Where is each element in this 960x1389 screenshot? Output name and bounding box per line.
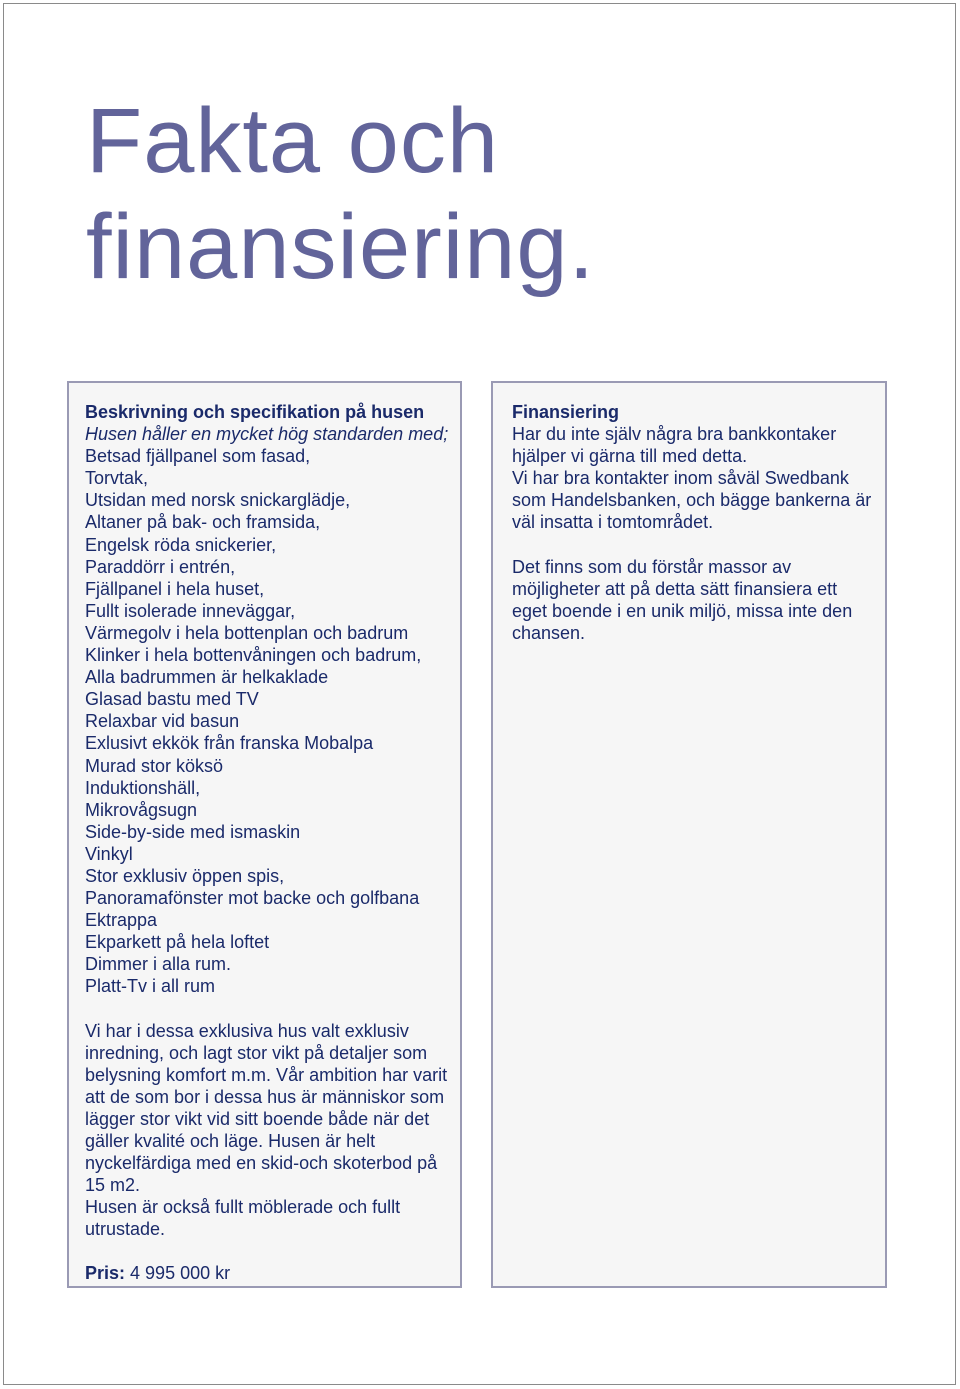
spec-item: Panoramafönster mot backe och golfbana <box>85 888 420 909</box>
description-intro: Husen håller en mycket hög standarden med; <box>85 424 449 445</box>
page-title-line-2: finansiering. <box>86 196 596 298</box>
spec-item: Alla badrummen är helkaklade <box>85 667 329 688</box>
spec-item: Platt-Tv i all rum <box>85 976 216 997</box>
spec-item: Stor exklusiv öppen spis, <box>85 865 285 886</box>
financing-heading: Finansiering <box>512 402 620 422</box>
furnished-paragraph: Husen är också fullt möblerade och fullt utrustade. <box>85 1197 401 1240</box>
spec-item: Glasad bastu med TV <box>85 689 259 710</box>
spec-item: Side-by-side med ismaskin <box>85 821 301 842</box>
spec-item: Exlusivt ekkök från franska Mobalpa <box>85 733 374 754</box>
description-heading: Beskrivning och specifikation på husen <box>85 402 425 422</box>
financing-paragraph-2: Vi har bra kontakter inom såväl Swedbank som Handelsbanken, och bägge bankerna är väl insatta i tomtområdet. <box>512 468 872 533</box>
spec-item: Engelsk röda snickerier, <box>85 534 277 555</box>
spec-item: Torvtak, <box>85 468 149 489</box>
spec-item: Relaxbar vid basun <box>85 711 240 732</box>
interior-paragraph: Vi har i dessa exklusiva hus valt exklusiv inredning, och lagt stor vikt på detaljer som belysning komfort m.m. Vår ambition har varit att de som bor i dessa hus är människor som lägger stor vikt vid sitt boende både när det gäller kvalité och läge. Husen är helt nyckelfärdiga med en skid-och skoterbod på 15 m2. <box>85 1020 448 1196</box>
page-title <box>86 88 595 300</box>
price-line <box>85 1262 450 1284</box>
spec-item: Ekparkett på hela loftet <box>85 932 270 953</box>
financing-paragraph-1: Har du inte själv några bra bankkontaker hjälper vi gärna till med detta. <box>512 424 837 467</box>
financing-box <box>491 381 887 1288</box>
spec-item: Vinkyl <box>85 843 133 864</box>
spec-item: Dimmer i alla rum. <box>85 954 232 975</box>
spec-item: Fjällpanel i hela huset, <box>85 578 265 599</box>
description-box <box>67 381 462 1288</box>
spec-item: Utsidan med norsk snickarglädje, <box>85 490 351 511</box>
spec-item: Induktionshäll, <box>85 777 201 798</box>
price-label: Pris: <box>85 1263 126 1284</box>
spec-item: Mikrovågsugn <box>85 799 198 820</box>
spec-item: Fullt isolerade inneväggar, <box>85 600 296 621</box>
specification-list <box>85 445 450 997</box>
page-title-line-1: Fakta och <box>86 90 499 192</box>
spec-item: Murad stor köksö <box>85 755 224 776</box>
financing-paragraph-3: Det finns som du förstår massor av möjligheter att på detta sätt finansiera ett eget boende i en unik miljö, missa inte den chansen. <box>512 556 853 643</box>
spec-item: Värmegolv i hela bottenplan och badrum <box>85 622 409 643</box>
spec-item: Paraddörr i entrén, <box>85 556 236 577</box>
price-value: 4 995 000 kr <box>125 1263 231 1284</box>
spec-item: Betsad fjällpanel som fasad, <box>85 446 311 467</box>
spec-item: Klinker i hela bottenvåningen och badrum, <box>85 645 422 666</box>
spec-item: Ektrappa <box>85 910 158 931</box>
spec-item: Altaner på bak- och framsida, <box>85 512 321 533</box>
